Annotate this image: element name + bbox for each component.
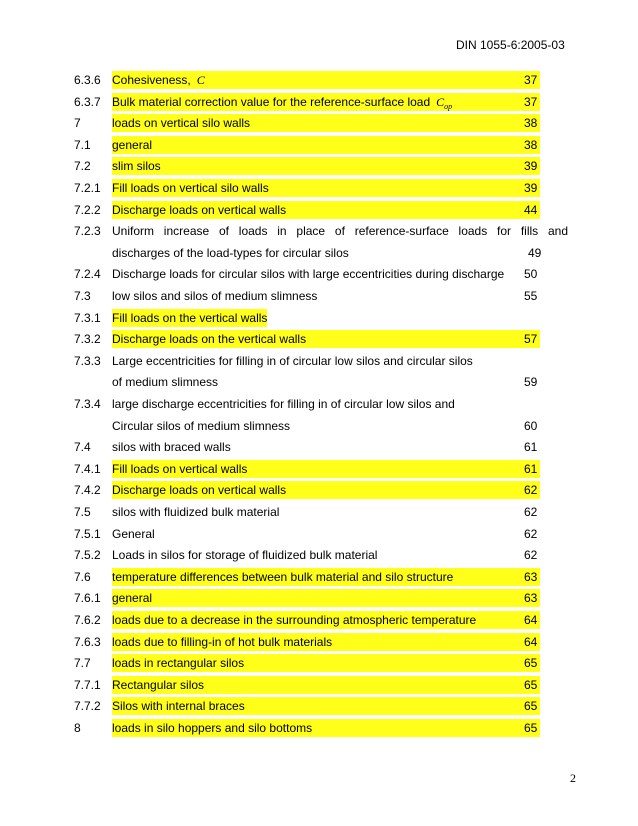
toc-entry-page: 65	[524, 677, 538, 692]
page-number: 2	[570, 771, 576, 785]
toc-entry-title-text: silos with braced walls	[112, 440, 231, 455]
math-symbol: C	[196, 73, 205, 87]
toc-entry-number: 7.3.3	[74, 353, 101, 368]
math-subscript: op	[444, 101, 453, 111]
toc-entry-title	[112, 460, 247, 478]
toc-entry-page: 59	[524, 375, 538, 390]
toc-entry-number: 7.5.1	[74, 526, 101, 541]
toc-entry-number: 7.6.1	[74, 591, 101, 606]
toc-entry-number: 7.6.3	[74, 634, 101, 649]
toc-entry-title-text: loads due to a decrease in the surrounding atmospheric temperature	[112, 613, 477, 627]
toc-entry-title-text: temperature differences between bulk material and silo structure	[112, 569, 454, 584]
toc-entry-page: 61	[524, 461, 538, 476]
highlight-bar	[112, 157, 540, 175]
toc-entry	[0, 157, 638, 175]
toc-entry	[0, 395, 638, 413]
toc-entry-title-text: Fill loads on the vertical walls	[112, 310, 268, 325]
toc-entry-title-text: loads in rectangular silos	[112, 656, 245, 671]
toc-entry	[0, 503, 638, 521]
toc-entry-page: 65	[524, 721, 538, 735]
toc-entry	[0, 676, 638, 694]
toc-entry	[0, 287, 638, 305]
toc-entry-title-line2: of medium slimness	[112, 375, 219, 390]
toc-entry	[0, 114, 638, 132]
toc-entry-title	[112, 697, 245, 715]
toc-entry-number: 7.6	[74, 569, 91, 584]
toc-entry	[0, 309, 638, 327]
toc-entry-title-text: Discharge loads for circular silos with large eccentricities during discharge	[112, 267, 505, 282]
toc-entry	[0, 179, 638, 197]
toc-entry	[0, 222, 638, 240]
toc-entry-title-text: Rectangular silos	[112, 677, 205, 692]
toc-entry-number: 7.4	[74, 440, 91, 455]
toc-entry-title	[112, 589, 152, 607]
toc-entry-title	[112, 568, 453, 586]
toc-entry-title	[112, 654, 244, 672]
toc-entry-title-text: low silos and silos of medium slimness	[112, 289, 318, 303]
toc-entry	[0, 525, 638, 543]
toc-entry-title-text: Discharge loads on vertical walls	[112, 202, 287, 217]
toc-entry-title	[112, 611, 476, 629]
toc-entry-title	[112, 114, 250, 132]
toc-entry-continued	[0, 373, 638, 391]
toc-entry-title	[112, 503, 279, 521]
toc-entry	[0, 481, 638, 499]
toc-entry-number: 7.7	[74, 656, 91, 671]
toc-entry-title	[112, 676, 204, 694]
toc-entry-title	[112, 309, 267, 327]
toc-entry-page: 65	[524, 656, 538, 671]
toc-entry-page: 61	[524, 440, 538, 455]
toc-entry-number: 7.2.2	[74, 202, 101, 217]
toc-entry-number: 7.2.3	[74, 224, 101, 239]
toc-entry-title-text: Discharge loads on vertical walls	[112, 483, 287, 498]
toc-entry-title-text: General	[112, 526, 155, 541]
toc-entry-page: 37	[524, 73, 538, 87]
toc-entry-title-text: slim silos	[112, 159, 161, 174]
toc-entry-number: 7.3.1	[74, 310, 101, 325]
toc-entry-title	[112, 93, 452, 111]
toc-entry-title-line2: discharges of the load-types for circular silos	[112, 245, 349, 260]
toc-entry-title-text: Loads in silos for storage of fluidized bulk material	[112, 548, 378, 563]
toc-entry-number: 6.3.7	[74, 94, 101, 109]
toc-entry-number: 7.5	[74, 505, 91, 519]
toc-entry-number: 7.5.2	[74, 548, 101, 563]
toc-entry-title-text: general	[112, 137, 153, 152]
toc-entry-title	[112, 525, 155, 543]
toc-entry-title	[112, 719, 312, 737]
toc-entry-title-text: silos with fluidized bulk material	[112, 505, 280, 519]
toc-entry-page: 62	[524, 505, 538, 519]
toc-entry-page: 63	[524, 569, 538, 584]
toc-entry	[0, 589, 638, 607]
toc-entry-number: 7	[74, 116, 81, 131]
toc-entry-continued	[0, 417, 638, 435]
toc-entry-title	[112, 287, 317, 305]
toc-entry	[0, 438, 638, 456]
toc-entry-page: 39	[524, 159, 538, 174]
toc-entry-number: 7.4.2	[74, 483, 101, 498]
toc-entry-page: 62	[524, 483, 538, 498]
toc-entry	[0, 654, 638, 672]
toc-entry-page: 39	[524, 181, 538, 195]
toc-entry-page: 64	[524, 634, 538, 649]
toc-entry-title	[112, 633, 332, 651]
toc-entry	[0, 352, 638, 370]
math-symbol: C	[436, 94, 445, 109]
toc-entry	[0, 136, 638, 154]
toc-entry-continued	[0, 244, 638, 262]
toc-entry-title	[112, 438, 231, 456]
toc-entry-page: 62	[524, 526, 538, 541]
toc-entry-page: 64	[524, 613, 538, 627]
toc-entry-title	[112, 179, 269, 197]
toc-entry	[0, 719, 638, 737]
toc-entry-title-text: loads in silo hoppers and silo bottoms	[112, 721, 313, 735]
toc-entry-page: 55	[524, 289, 538, 303]
toc-entry-title-text: Fill loads on vertical silo walls	[112, 181, 269, 195]
toc-entry-number: 7.7.1	[74, 677, 101, 692]
toc-entry-title: Uniform increase of loads in place of reference-surface loads for fills and	[112, 224, 568, 239]
page-header: DIN 1055-6:2005-03	[456, 38, 565, 52]
toc-entry-number: 7.7.2	[74, 699, 101, 714]
toc-entry-page: 50	[524, 267, 538, 282]
toc-entry-page: 38	[524, 116, 538, 131]
toc-entry	[0, 201, 638, 219]
toc-entry	[0, 611, 638, 629]
highlight-bar	[112, 136, 540, 154]
toc-entry-number: 7.3.2	[74, 332, 101, 347]
toc-entry-page: 38	[524, 137, 538, 152]
toc-entry	[0, 546, 638, 564]
toc-entry-title: large discharge eccentricities for filling in of circular low silos and	[112, 397, 455, 411]
toc-entry	[0, 697, 638, 715]
toc-entry-page: 49	[528, 245, 542, 260]
toc-entry-title-text: loads on vertical silo walls	[112, 116, 251, 131]
toc-entry-page: 44	[524, 202, 538, 217]
toc-entry	[0, 330, 638, 348]
toc-entry-title	[112, 546, 377, 564]
toc-entry-title-text: Discharge loads on the vertical walls	[112, 332, 307, 347]
toc-entry-number: 6.3.6	[74, 73, 101, 87]
toc-entry-title	[112, 201, 286, 219]
toc-entry-title	[112, 157, 161, 175]
toc-entry-title-text: Fill loads on vertical walls	[112, 461, 248, 476]
toc-entry-page: 63	[524, 591, 538, 606]
toc-entry-title-text: loads due to filling-in of hot bulk materials	[112, 634, 333, 649]
toc-entry-title-text: Cohesiveness,	[112, 73, 191, 87]
toc-entry-title: Large eccentricities for filling in of circular low silos and circular silos	[112, 353, 473, 368]
toc-entry-title-text: Bulk material correction value for the reference-surface load	[112, 94, 431, 109]
toc-entry-page: 60	[524, 418, 538, 433]
toc-entry-page: 65	[524, 699, 538, 714]
toc-entry-title-text: Silos with internal braces	[112, 699, 245, 714]
toc-entry-number: 7.2.4	[74, 267, 101, 282]
toc-entry-title	[112, 481, 286, 499]
highlight-bar	[112, 589, 540, 607]
toc-entry-number: 7.2	[74, 159, 91, 174]
toc-entry-page: 57	[524, 332, 538, 347]
toc-entry-title	[112, 265, 504, 283]
toc-entry-number: 8	[74, 721, 81, 735]
toc-entry	[0, 93, 638, 111]
toc-entry-number: 7.1	[74, 137, 91, 152]
toc-entry-title-text: general	[112, 591, 153, 606]
toc-entry	[0, 265, 638, 283]
toc-entry	[0, 633, 638, 651]
toc-entry-number: 7.3	[74, 289, 91, 303]
toc-entry-number: 7.2.1	[74, 181, 101, 195]
toc-entry-page: 37	[524, 94, 538, 109]
toc-entry	[0, 71, 638, 89]
toc-entry-number: 7.3.4	[74, 397, 101, 411]
toc-entry-page: 62	[524, 548, 538, 563]
toc-entry	[0, 460, 638, 478]
toc-entry-title	[112, 330, 306, 348]
toc-entry-title	[112, 136, 152, 154]
toc-entry	[0, 568, 638, 586]
toc-entry-title	[112, 71, 205, 89]
toc-entry-title-line2: Circular silos of medium slimness	[112, 418, 291, 433]
toc-entry-number: 7.6.2	[74, 613, 101, 627]
toc-entry-number: 7.4.1	[74, 461, 101, 476]
